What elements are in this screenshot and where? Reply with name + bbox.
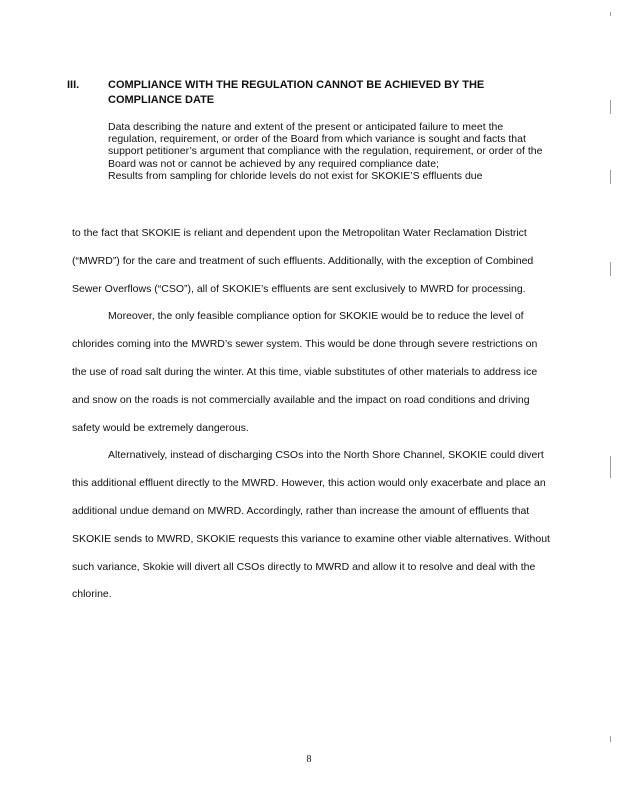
scan-margin-mark bbox=[610, 262, 611, 276]
body-paragraph-alternatively: Alternatively, instead of discharging CSOs into the North Shore Channel, SKOKIE could divert this additional effluent directly to the MWRD. However, this action would only exacerbate and place an additional undue demand on MWRD. Accordingly, rather than increase the amount of effluents that SKOKIE sends to MWRD, SKOKIE requests this variance to examine other viable alternatives. Without such variance, Skokie will divert all CSOs directly to MWRD and allow it to resolve and deal with the chlorine. bbox=[72, 449, 550, 601]
quoted-requirement bbox=[108, 121, 550, 182]
body-paragraph-continuation: to the fact that SKOKIE is reliant and dependent upon the Metropolitan Water Reclamation District (“MWRD”) for the care and treatment of such effluents. Additionally, with the exception of Combined Sewer Overflows (“CSO”), all of SKOKIE’s effluents are sent exclusively to MWRD for processing. bbox=[72, 227, 534, 295]
section-title: COMPLIANCE WITH THE REGULATION CANNOT BE ACHIEVED BY THE COMPLIANCE DATE bbox=[108, 79, 485, 106]
scan-margin-mark bbox=[610, 170, 611, 184]
section-number: III. bbox=[67, 79, 80, 91]
scan-margin-mark bbox=[610, 736, 611, 742]
scan-margin-mark bbox=[610, 456, 611, 478]
results-lead-in: Results from sampling for chloride levels do not exist for SKOKIE’S effluents due bbox=[108, 169, 483, 182]
body-text bbox=[72, 220, 552, 609]
requirement-text: Data describing the nature and extent of the present or anticipated failure to meet the regulation, requirement, or order of the Board from which variance is sought and facts that support petitioner’s argument that compliance with the regulation, requirement, or order of the Board was not or cannot be achieved by any required compliance date; bbox=[108, 121, 543, 170]
page-number: 8 bbox=[306, 754, 312, 765]
scan-margin-mark bbox=[610, 12, 611, 16]
body-paragraph-moreover: Moreover, the only feasible compliance option for SKOKIE would be to reduce the level of chlorides coming into the MWRD’s sewer system. This would be done through severe restrictions on the use of road salt during the winter. At this time, viable substitutes of other materials to address ice and snow on the roads is not commercially available and the impact on road conditions and driving safety would be extremely dangerous. bbox=[72, 310, 538, 434]
scan-margin-mark bbox=[610, 100, 611, 114]
